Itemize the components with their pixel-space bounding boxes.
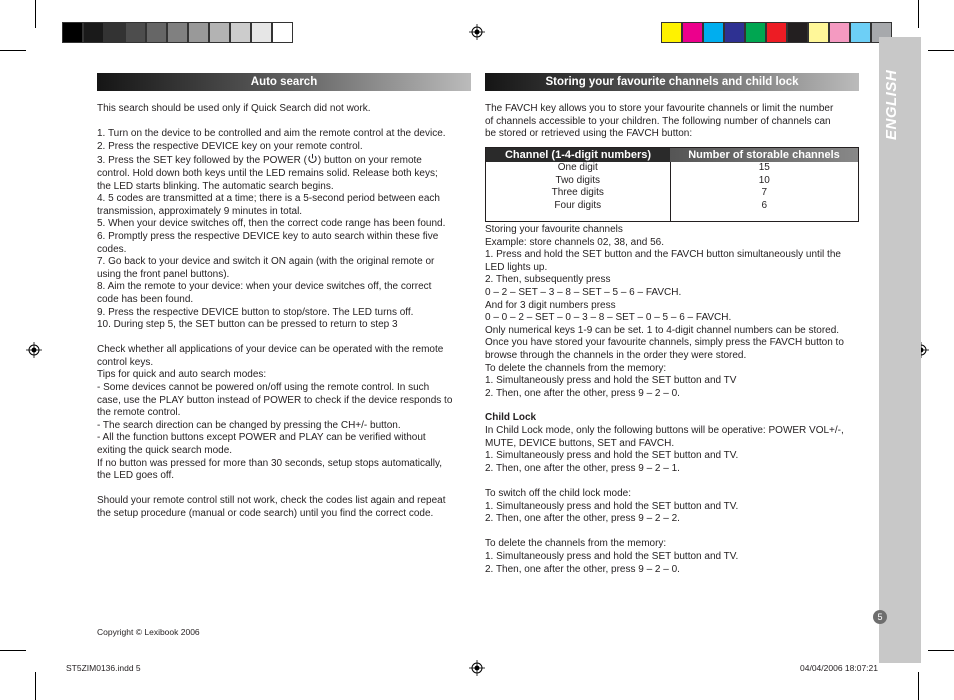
crop-mark xyxy=(35,0,36,28)
text-line: using the front panel buttons). xyxy=(97,268,230,280)
registration-mark-icon xyxy=(26,342,42,358)
crop-mark xyxy=(0,50,26,51)
auto-search-body xyxy=(97,103,477,521)
power-line-suffix: ) button on your remote xyxy=(317,155,422,167)
text-line: To delete the channels from the memory: xyxy=(485,538,667,550)
text-line: code has been found. xyxy=(97,293,194,305)
child-lock-instructions xyxy=(485,425,870,576)
text-line: control. Hold down both keys until the LED remains solid. Release both keys; xyxy=(97,167,438,179)
color-swatch xyxy=(829,22,850,43)
crop-mark xyxy=(918,672,919,700)
text-line xyxy=(485,526,870,539)
text-line: 4. 5 codes are transmitted at a time; there is a 5-second period between each xyxy=(97,193,440,205)
text-line: If no button was pressed for more than 30 seconds, setup stops automatically, xyxy=(97,457,443,469)
color-swatch xyxy=(724,22,745,43)
text-line: 1. Press and hold the SET button and the FAVCH button simultaneously until the xyxy=(485,249,841,261)
color-swatch xyxy=(850,22,871,43)
text-line xyxy=(97,332,477,345)
text-line: 10. During step 5, the SET button can be pressed to return to step 3 xyxy=(97,319,398,331)
color-swatch xyxy=(251,22,272,43)
text-line: 2. Then, one after the other, press 9 – 2 – 0. xyxy=(485,563,680,575)
color-swatch xyxy=(209,22,230,43)
text-line: control keys. xyxy=(97,356,154,368)
color-swatch xyxy=(766,22,787,43)
color-swatch xyxy=(188,22,209,43)
text-line: 2. Then, one after the other, press 9 – 2 – 0. xyxy=(485,387,680,399)
table-row xyxy=(486,162,859,175)
crop-mark xyxy=(928,650,954,651)
table-cell: 7 xyxy=(761,187,768,199)
crop-mark xyxy=(918,0,919,28)
table-cell: 15 xyxy=(758,162,770,173)
color-swatch xyxy=(83,22,104,43)
table-cell: Two digits xyxy=(486,175,671,188)
color-swatch xyxy=(787,22,808,43)
color-swatch xyxy=(272,22,293,43)
text-line: Only numerical keys 1-9 can be set. 1 to 4-digit channel numbers can be stored. xyxy=(485,324,840,336)
text-line: - All the function buttons except POWER and PLAY can be verified without xyxy=(97,432,426,444)
text-line: 6. Promptly press the respective DEVICE key to auto search within these five xyxy=(97,230,439,242)
text-line: Once you have stored your favourite channels, simply press the FAVCH button to xyxy=(485,337,844,349)
color-swatch xyxy=(104,22,125,43)
text-line: This search should be used only if Quick Search did not work. xyxy=(97,103,371,114)
language-label: ENGLISH xyxy=(883,69,900,140)
text-line xyxy=(97,116,477,129)
text-line: 2. Then, one after the other, press 9 – 2 – 2. xyxy=(485,513,680,525)
text-line: Storing your favourite channels xyxy=(485,224,623,235)
text-line: To delete the channels from the memory: xyxy=(485,362,667,374)
text-line: 0 – 0 – 2 – SET – 0 – 3 – 8 – SET – 0 – 5 – 6 – FAVCH. xyxy=(485,312,732,324)
favourite-channels-heading: Storing your favourite channels and child lock xyxy=(485,73,859,91)
color-swatch xyxy=(167,22,188,43)
table-padding-row xyxy=(486,212,859,222)
child-lock-title: Child Lock xyxy=(485,412,537,423)
text-line: be stored or retrieved using the FAVCH button: xyxy=(485,128,693,140)
power-icon xyxy=(307,155,318,166)
text-line: Tips for quick and auto search modes: xyxy=(97,369,267,381)
storable-channels-table xyxy=(485,147,859,222)
text-line: 1. Turn on the device to be controlled and aim the remote control at the device. xyxy=(97,128,446,140)
text-line: the LED goes off. xyxy=(97,470,175,482)
text-line: 5. When your device switches off, then the correct code range has been found. xyxy=(97,218,446,230)
text-line xyxy=(97,483,477,496)
text-line: In Child Lock mode, only the following buttons will be operative: POWER VOL+/-, xyxy=(485,425,844,436)
color-swatch xyxy=(125,22,146,43)
table-cell: Four digits xyxy=(486,200,671,213)
color-swatch xyxy=(682,22,703,43)
text-line: the LED starts blinking. The automatic search begins. xyxy=(97,180,334,192)
color-swatch xyxy=(62,22,83,43)
table-cell: Three digits xyxy=(486,187,671,200)
text-line: 1. Simultaneously press and hold the SET button and TV. xyxy=(485,500,739,512)
text-line: And for 3 digit numbers press xyxy=(485,299,616,311)
table-row xyxy=(486,187,859,200)
text-line: 9. Press the respective DEVICE button to stop/store. The LED turns off. xyxy=(97,306,414,318)
text-line: 1. Simultaneously press and hold the SET button and TV xyxy=(485,375,737,387)
text-line: LED lights up. xyxy=(485,261,548,273)
registration-mark-icon xyxy=(469,660,485,676)
text-line: 8. Aim the remote to your device: when your device switches off, the correct xyxy=(97,281,432,293)
text-line: 2. Then, one after the other, press 9 – 2 – 1. xyxy=(485,462,680,474)
table-row xyxy=(486,175,859,188)
text-line: Should your remote control still not work, check the codes list again and repeat xyxy=(97,495,446,507)
color-swatch xyxy=(808,22,829,43)
text-line: the remote control. xyxy=(97,407,181,419)
text-line: transmission, approximately 9 minutes in total. xyxy=(97,205,303,217)
table-cell: 6 xyxy=(761,199,768,211)
table-header: Channel (1-4-digit numbers) xyxy=(486,148,671,163)
auto-search-heading: Auto search xyxy=(97,73,471,91)
crop-mark xyxy=(35,672,36,700)
table-cell: 10 xyxy=(758,174,770,186)
color-swatch xyxy=(703,22,724,43)
file-date-time: 04/04/2006 18:07:21 xyxy=(800,663,878,673)
text-line: case, use the PLAY button instead of POWER to check if the device responds to xyxy=(97,394,453,406)
storing-instructions xyxy=(485,224,870,400)
table-row xyxy=(486,200,859,213)
text-line: The FAVCH key allows you to store your favourite channels or limit the number xyxy=(485,103,834,114)
file-name: ST5ZIM0136.indd 5 xyxy=(66,663,141,673)
text-line xyxy=(485,475,870,488)
text-line: exiting the quick search mode. xyxy=(97,445,233,457)
text-line: 7. Go back to your device and switch it ON again (with the original remote or xyxy=(97,256,435,268)
table-cell: One digit xyxy=(486,162,671,175)
copyright-text: Copyright © Lexibook 2006 xyxy=(97,627,200,637)
text-line: of channels accessible to your children. The following number of channels can xyxy=(485,115,831,127)
text-line: - Some devices cannot be powered on/off using the remote control. In such xyxy=(97,382,430,394)
registration-mark-icon xyxy=(469,24,485,40)
text-line: the setup procedure (manual or code search) until you find the correct code. xyxy=(97,508,434,519)
text-line: 0 – 2 – SET – 3 – 8 – SET – 5 – 6 – FAVCH. xyxy=(485,286,682,298)
color-swatch xyxy=(146,22,167,43)
color-swatch xyxy=(661,22,682,43)
table-header: Number of storable channels xyxy=(670,148,859,163)
text-line: 1. Simultaneously press and hold the SET button and TV. xyxy=(485,550,739,562)
color-swatch xyxy=(745,22,766,43)
crop-mark xyxy=(928,50,954,51)
text-line: Example: store channels 02, 38, and 56. xyxy=(485,236,665,248)
text-line: 2. Press the respective DEVICE key on your remote control. xyxy=(97,140,363,152)
text-line: MUTE, DEVICE buttons, SET and FAVCH. xyxy=(485,437,675,449)
text-line: 3. Press the SET key followed by the POWER ( ) button on your remote xyxy=(97,155,422,167)
text-line: - The search direction can be changed by pressing the CH+/- button. xyxy=(97,419,401,431)
crop-mark xyxy=(0,650,26,651)
text-line: browse through the channels in the order they were stored. xyxy=(485,349,747,361)
page-number: 5 xyxy=(873,610,887,624)
favourite-channels-intro xyxy=(485,103,870,141)
text-line: 1. Simultaneously press and hold the SET button and TV. xyxy=(485,450,739,462)
text-line: 2. Then, subsequently press xyxy=(485,274,611,286)
text-line: codes. xyxy=(97,243,127,255)
text-line: Check whether all applications of your device can be operated with the remote xyxy=(97,344,444,356)
color-swatch xyxy=(230,22,251,43)
text-line: To switch off the child lock mode: xyxy=(485,487,631,499)
